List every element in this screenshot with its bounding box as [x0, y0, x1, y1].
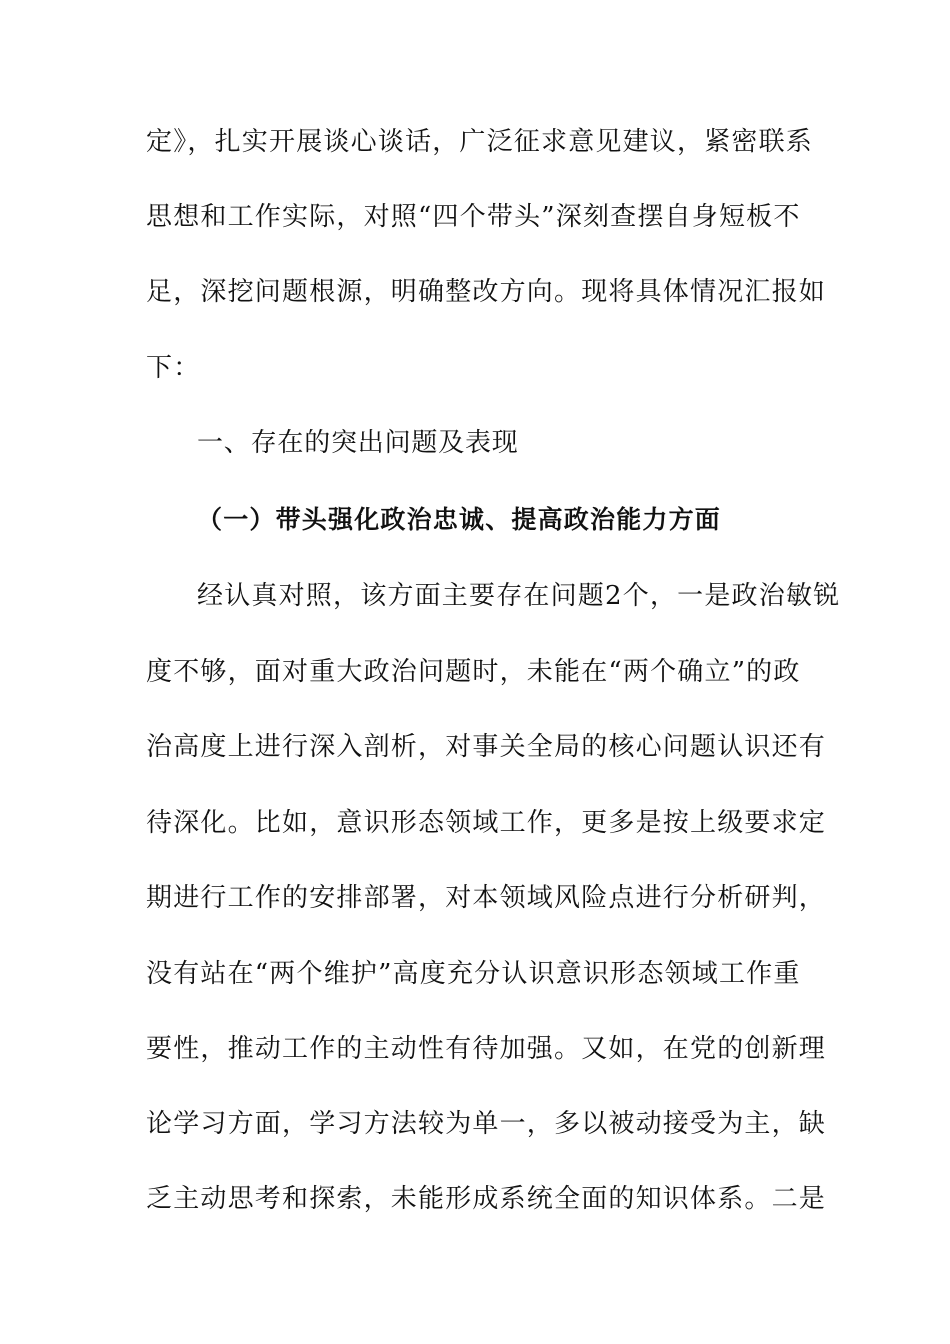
- body-line: 待深化。比如，意识形态领域工作，更多是按上级要求定: [146, 808, 827, 838]
- body-line: 治高度上进行深入剖析，对事关全局的核心问题认识还有: [146, 732, 827, 762]
- body-line: 期进行工作的安排部署，对本领域风险点进行分析研判，: [146, 883, 827, 913]
- intro-line: 下：: [146, 353, 201, 383]
- body-line: 度不够，面对重大政治问题时，未能在“两个确立”的政: [146, 657, 801, 687]
- section-heading: 一、存在的突出问题及表现: [197, 428, 519, 458]
- body-line: 要性，推动工作的主动性有待加强。又如，在党的创新理: [146, 1034, 827, 1064]
- intro-line: 思想和工作实际，对照“四个带头”深刻查摆自身短板不: [146, 202, 801, 232]
- intro-line: 定》，扎实开展谈心谈话，广泛征求意见建议，紧密联系: [146, 127, 814, 157]
- body-line: 乏主动思考和探索，未能形成系统全面的知识体系。二是: [146, 1184, 827, 1214]
- subsection-heading: （一）带头强化政治忠诚、提高政治能力方面: [197, 505, 722, 534]
- body-line: 没有站在“两个维护”高度充分认识意识形态领域工作重: [146, 959, 801, 989]
- body-line: 论学习方面，学习方法较为单一，多以被动接受为主，缺: [146, 1109, 827, 1139]
- body-line: 经认真对照，该方面主要存在问题2个，一是政治敏锐: [197, 581, 841, 611]
- intro-line: 足，深挖问题根源，明确整改方向。现将具体情况汇报如: [146, 277, 827, 307]
